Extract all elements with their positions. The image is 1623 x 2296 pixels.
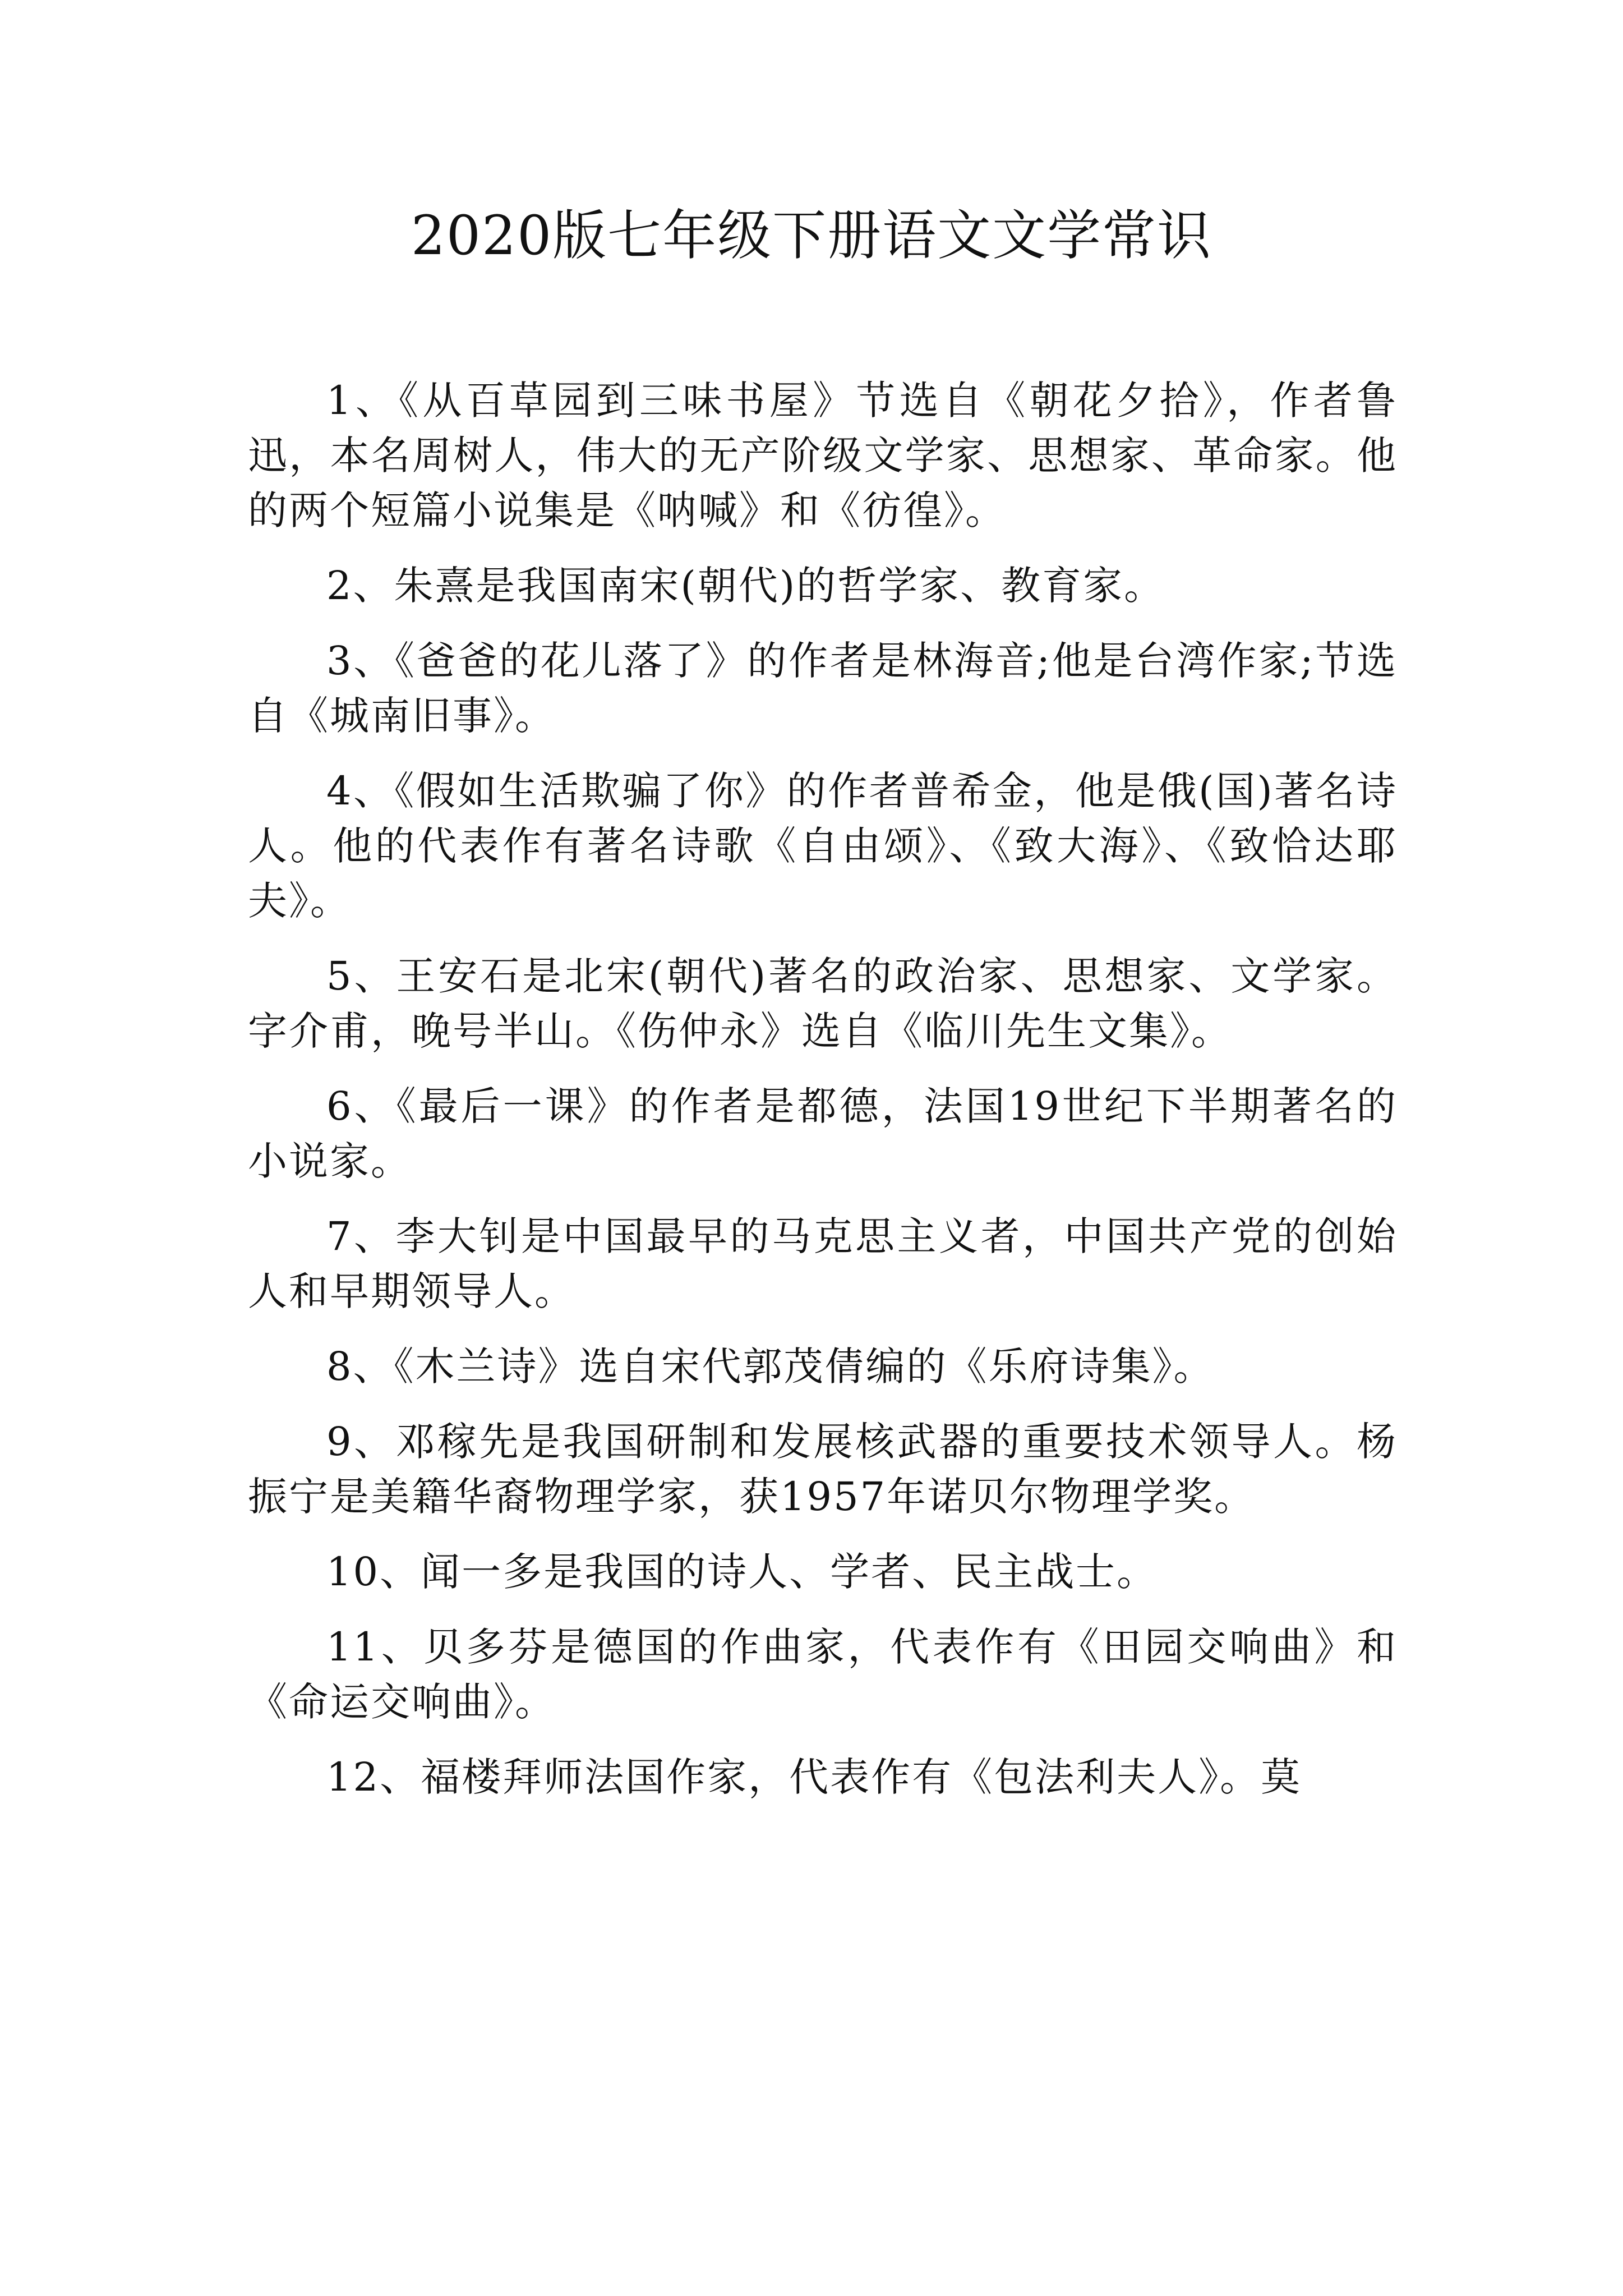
paragraph-6: 6、《最后一课》的作者是都德，法国19世纪下半期著名的小说家。: [248, 1083, 1398, 1184]
paragraph-10: 10、闻一多是我国的诗人、学者、民主战士。: [326, 1549, 1158, 1595]
paragraph-2: 2、朱熹是我国南宋(朝代)的哲学家、教育家。: [326, 563, 1165, 609]
paragraph-5: 5、王安石是北宋(朝代)著名的政治家、思想家、文学家。字介甫，晚号半山。《伤仲永》选自《临川先生文集》。: [248, 953, 1398, 1054]
document-title: 2020版七年级下册语文文学常识: [411, 204, 1212, 267]
paragraph-11: 11、贝多芬是德国的作曲家，代表作有《田园交响曲》和《命运交响曲》。: [248, 1624, 1398, 1725]
paragraph-1: 1、《从百草园到三味书屋》节选自《朝花夕拾》，作者鲁迅，本名周树人，伟大的无产阶级文学家、思想家、革命家。他的两个短篇小说集是《呐喊》和《彷徨》。: [248, 378, 1398, 533]
paragraph-8: 8、《木兰诗》选自宋代郭茂倩编的《乐府诗集》。: [326, 1343, 1215, 1389]
paragraph-7: 7、李大钊是中国最早的马克思主义者，中国共产党的创始人和早期领导人。: [248, 1213, 1398, 1314]
paragraph-3: 3、《爸爸的花儿落了》的作者是林海音;他是台湾作家;节选自《城南旧事》。: [248, 638, 1398, 739]
paragraph-4: 4、《假如生活欺骗了你》的作者普希金，他是俄(国)著名诗人。他的代表作有著名诗歌《自由颂》、《致大海》、《致恰达耶夫》。: [248, 768, 1398, 924]
document-body: [248, 373, 1398, 1825]
paragraph-12: 12、福楼拜师法国作家，代表作有《包法利夫人》。莫: [326, 1754, 1302, 1800]
paragraph-9: 9、邓稼先是我国研制和发展核武器的重要技术领导人。杨振宁是美籍华裔物理学家，获1957年诺贝尔物理学奖。: [248, 1419, 1398, 1520]
